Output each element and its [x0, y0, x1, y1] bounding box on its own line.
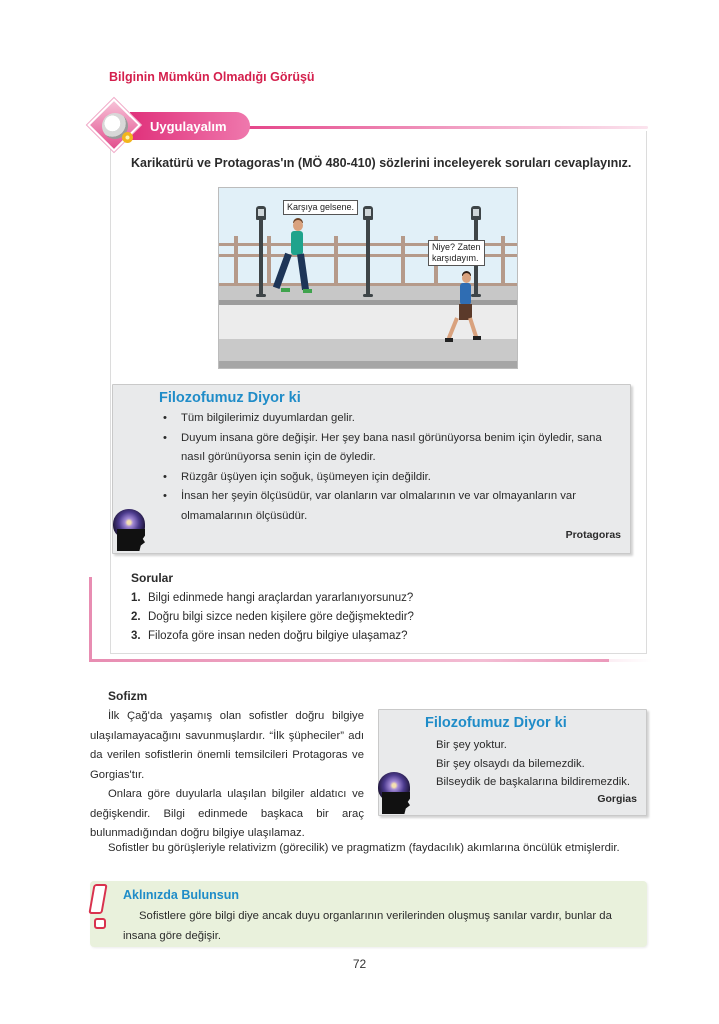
- quote-item: • Rüzgâr üşüyen için soğuk, üşümeyen için değildir.: [163, 470, 431, 483]
- question-item: 3. Filozofa göre insan neden doğru bilgiye ulaşamaz?: [131, 630, 408, 642]
- reminder-text: Sofistlere göre bilgi diye ancak duyu organlarının verilerinden oluşmuş sanılar vardır, bunlar da insana göre değişir.: [123, 910, 612, 942]
- sidewalk-near: [219, 339, 517, 361]
- gear-icon: [102, 113, 128, 139]
- philosopher-quote-box: [378, 709, 647, 816]
- lamp-base: [256, 294, 266, 297]
- question-item: 1. Bilgi edinmede hangi araçlardan yararlanıyorsunuz?: [131, 592, 414, 604]
- quote-author: Gorgias: [597, 793, 637, 805]
- quote-line: Bilseydik de başkalarına bildiremezdik.: [436, 776, 631, 788]
- lamp-base: [363, 294, 373, 297]
- sofizm-title: Sofizm: [108, 689, 148, 703]
- street-lamp-icon: [363, 206, 373, 220]
- quote-author: Protagoras: [565, 529, 621, 541]
- railing-post: [501, 236, 505, 286]
- exclamation-dot: [94, 918, 106, 929]
- sidewalk-edge: [219, 361, 517, 369]
- railing-post: [234, 236, 238, 286]
- questions-title: Sorular: [131, 571, 174, 585]
- reminder-title: Aklınızda Bulunsun: [123, 888, 239, 902]
- quote-title: Filozofumuz Diyor ki: [159, 390, 301, 406]
- street-lamp-icon: [256, 206, 266, 220]
- questions-list: [131, 589, 414, 646]
- brain-head-icon: [111, 507, 151, 553]
- speech-bubble-2: Niye? Zaten karşıdayım.: [428, 240, 485, 266]
- activity-tab-label: Uygulayalım: [150, 118, 227, 134]
- quote-lines: [436, 736, 630, 792]
- street-lamp-icon: [471, 206, 481, 220]
- railing-post: [334, 236, 338, 286]
- railing-post: [267, 236, 271, 286]
- quote-line: Bir şey yoktur.: [436, 739, 507, 751]
- speech-bubble-1: Karşıya gelsene.: [283, 200, 358, 215]
- activity-tab: [130, 112, 250, 140]
- lamp-pole: [366, 220, 370, 296]
- railing-post: [401, 236, 405, 286]
- activity-instruction: Karikatürü ve Protagoras'ın (MÖ 480-410) sözlerini inceleyerek soruları cevaplayınız.: [131, 156, 632, 170]
- activity-header-line: [248, 126, 648, 129]
- philosopher-quote-box: [112, 384, 631, 554]
- lamp-base: [471, 294, 481, 297]
- quote-item: • İnsan her şeyin ölçüsüdür, var olanların var olmalarının ve var olmayanların var olmamalarının ölçüsüdür.: [163, 490, 576, 522]
- sofizm-body: [90, 707, 364, 844]
- quote-list: [159, 409, 625, 526]
- sofizm-paragraph: İlk Çağ'da yaşamış olan sofistler doğru bilgiye ulaşılamayacağını savunmuşlardır. “İlk şüpheciler” adı da verilen sofistlerin önemli temsilcileri Protagoras ve Gorgias'tır.: [90, 710, 364, 781]
- page-number: 72: [352, 957, 367, 971]
- cartoon-illustration: [218, 187, 518, 369]
- lamp-pole: [259, 220, 263, 296]
- quote-line: Bir şey olsaydı da bilemezdik.: [436, 757, 585, 770]
- section-title: Bilginin Mümkün Olmadığı Görüşü: [109, 70, 315, 84]
- sofizm-paragraph: Sofistler bu görüşleriyle relativizm (görecilik) ve pragmatizm (faydacılık) akımlarına öncülük etmişlerdir.: [108, 842, 620, 854]
- quote-item: • Tüm bilgilerimiz duyumlardan gelir.: [163, 412, 355, 424]
- brain-head-icon: [376, 770, 416, 816]
- quote-title: Filozofumuz Diyor ki: [425, 715, 567, 731]
- question-item: 2. Doğru bilgi sizce neden kişilere göre değişmektedir?: [131, 611, 414, 623]
- activity-bracket-fade: [92, 659, 652, 662]
- sofizm-paragraph: Onlara göre duyularla ulaşılan bilgiler aldatıcı ve değişkendir. Bilgi edinmede başkaca bir araç bulunmadığından doğru bilgiye ulaşılamaz.: [90, 788, 364, 839]
- quote-item: • Duyum insana göre değişir. Her şey bana nasıl görünüyorsa benim için öyledir, sana nasıl görünüyorsa senin için de öyledir.: [163, 431, 602, 463]
